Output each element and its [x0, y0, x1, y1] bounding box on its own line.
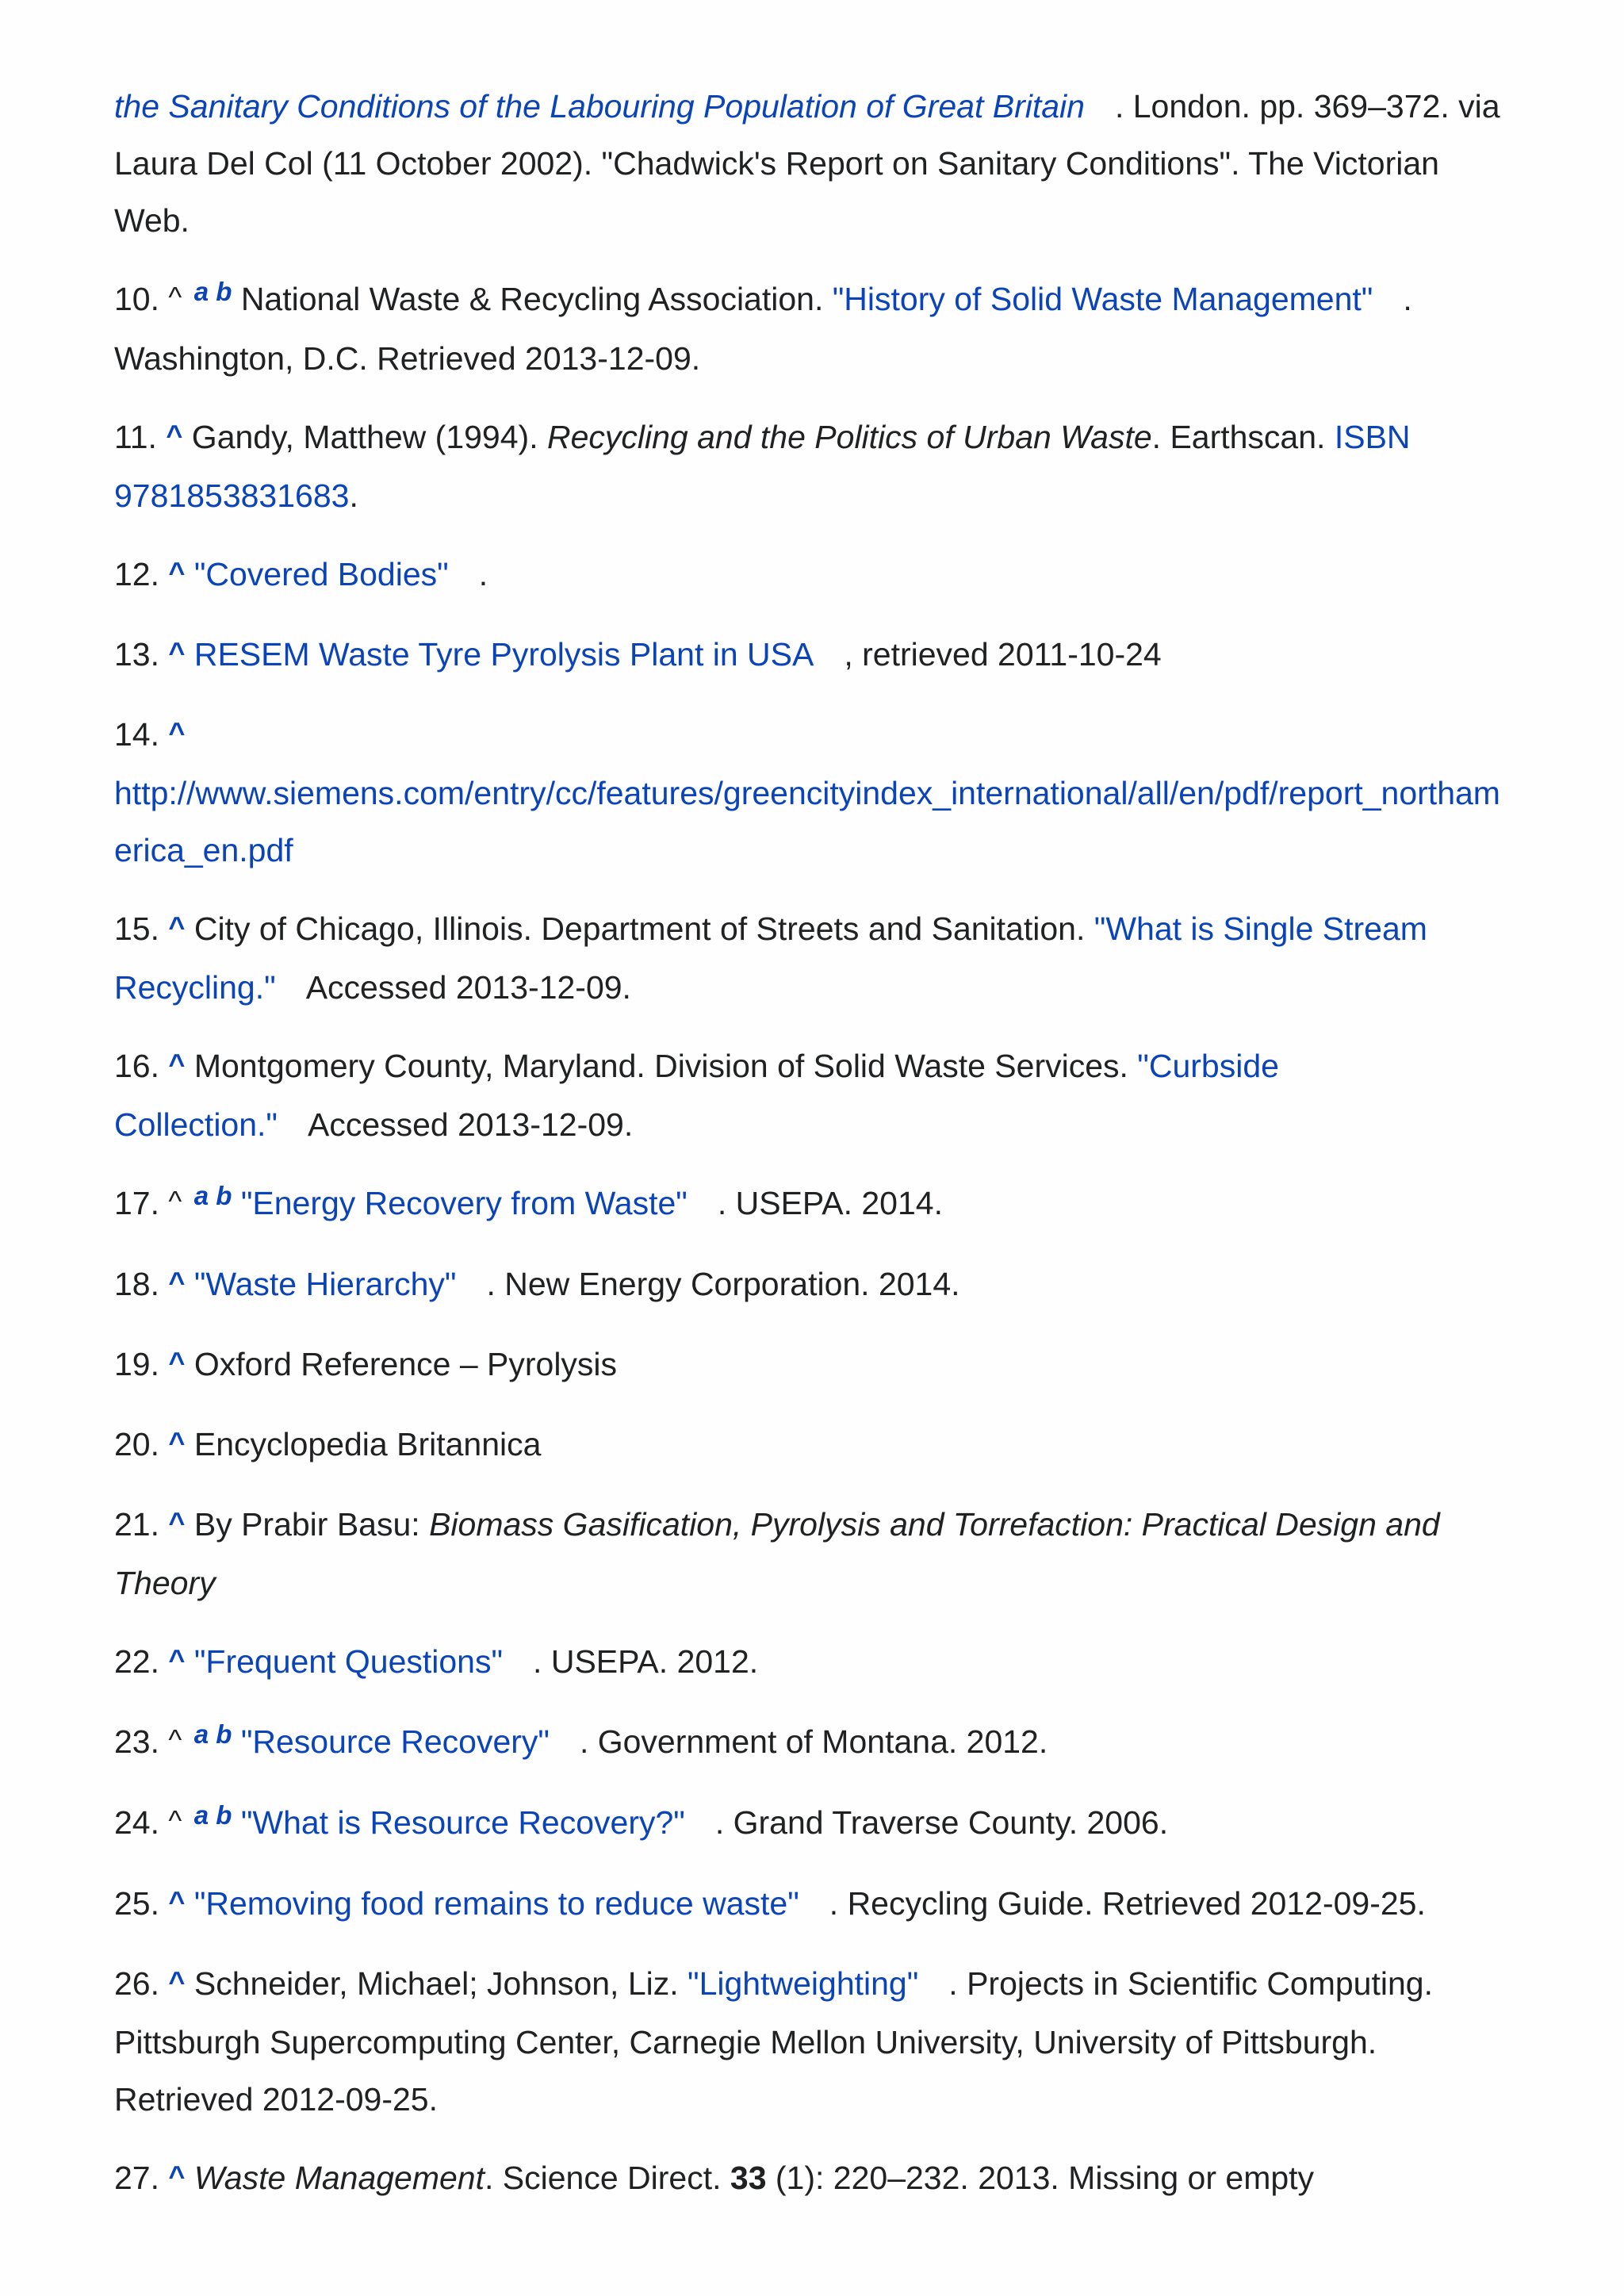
reference-number: 25. — [114, 1885, 159, 1922]
reference-item — [114, 2149, 1518, 2208]
reference-item — [114, 78, 1518, 249]
reference-link[interactable]: RESEM Waste Tyre Pyrolysis Plant in USA — [193, 636, 814, 673]
backlink-caret-icon: ^ — [168, 1723, 182, 1756]
reference-item — [114, 626, 1518, 684]
reference-text: 33 — [730, 2160, 767, 2196]
backlink-caret-icon[interactable]: ^ — [168, 1266, 186, 1298]
backlink-letters[interactable]: a b — [193, 1181, 232, 1210]
backlink-caret-icon[interactable]: ^ — [168, 1643, 186, 1676]
reference-text: Recycling and the Politics of Urban Waste — [546, 419, 1152, 455]
backlink-caret-icon[interactable]: ^ — [168, 2160, 186, 2192]
reference-item — [114, 706, 1518, 879]
backlink-caret-icon[interactable]: ^ — [168, 1965, 186, 1998]
reference-text: Gandy, Matthew (1994). — [191, 419, 547, 455]
reference-text: Accessed 2013-12-09. — [305, 969, 631, 1006]
reference-text: Schneider, Michael; Johnson, Liz. — [193, 1965, 688, 2002]
reference-text: . — [349, 477, 358, 514]
backlink-letters[interactable]: a b — [193, 277, 232, 306]
reference-link[interactable]: "Curbside Collection." — [114, 1048, 1279, 1143]
reference-text: By Prabir Basu: — [193, 1506, 430, 1543]
reference-item — [114, 1416, 1518, 1474]
reference-link[interactable]: "History of Solid Waste Management" — [832, 281, 1373, 317]
reference-text: Encyclopedia Britannica — [193, 1426, 542, 1462]
reference-text: . USEPA. 2014. — [717, 1185, 943, 1221]
reference-text: . Science Direct. — [485, 2160, 730, 2196]
reference-number: 26. — [114, 1965, 159, 2002]
backlink-caret-icon: ^ — [168, 1804, 182, 1837]
reference-link[interactable]: "Lightweighting" — [688, 1965, 919, 2002]
reference-text: . Grand Traverse County. 2006. — [714, 1804, 1169, 1841]
reference-link[interactable]: "What is Resource Recovery?" — [240, 1804, 685, 1841]
reference-number: 10. — [114, 281, 159, 317]
backlink-caret-icon[interactable]: ^ — [168, 910, 186, 943]
reference-link[interactable]: "Frequent Questions" — [193, 1643, 504, 1680]
backlink-letters[interactable]: a b — [193, 1800, 232, 1830]
reference-item — [114, 1336, 1518, 1394]
backlink-caret-icon[interactable]: ^ — [168, 1885, 186, 1918]
reference-number: 14. — [114, 716, 159, 753]
reference-item — [114, 1255, 1518, 1314]
reference-link[interactable]: http://www.siemens.com/entry/cc/features/greencityindex_international/all/en/pdf/report_northamerica_en.pdf — [114, 775, 1500, 868]
backlink-caret-icon[interactable]: ^ — [168, 636, 186, 669]
backlink-caret-icon[interactable]: ^ — [168, 556, 186, 588]
reference-number: 27. — [114, 2160, 159, 2196]
reference-number: 11. — [114, 419, 157, 455]
reference-text: (1): 220–232. 2013. Missing or empty — [766, 2160, 1315, 2196]
reference-text: National Waste & Recycling Association. — [240, 281, 833, 317]
reference-link[interactable]: ISBN 9781853831683 — [114, 419, 1411, 514]
reference-text: . Recycling Guide. Retrieved 2012-09-25. — [829, 1885, 1426, 1922]
reference-link[interactable]: the Sanitary Conditions of the Labouring Population of Great Britain — [114, 88, 1085, 125]
backlink-caret-icon[interactable]: ^ — [168, 1426, 186, 1458]
reference-item — [114, 900, 1518, 1016]
reference-item — [114, 1955, 1518, 2128]
reference-text: , retrieved 2011-10-24 — [844, 636, 1162, 673]
references-list — [114, 78, 1518, 2229]
reference-text: . New Energy Corporation. 2014. — [486, 1266, 960, 1302]
reference-text: . Earthscan. — [1151, 419, 1335, 455]
reference-text: Oxford Reference – Pyrolysis — [193, 1346, 618, 1382]
reference-text: . — [478, 556, 488, 592]
backlink-caret-icon[interactable]: ^ — [166, 419, 183, 451]
reference-item — [114, 1496, 1518, 1612]
reference-link[interactable]: "Waste Hierarchy" — [193, 1266, 457, 1302]
backlink-letters[interactable]: a b — [193, 1719, 232, 1749]
reference-item — [114, 1175, 1518, 1234]
reference-item — [114, 1794, 1518, 1853]
backlink-caret-icon[interactable]: ^ — [168, 1506, 186, 1539]
reference-text: Montgomery County, Maryland. Division of Solid Waste Services. — [193, 1048, 1138, 1084]
reference-number: 22. — [114, 1643, 159, 1680]
reference-number: 16. — [114, 1048, 159, 1084]
reference-link[interactable]: "Resource Recovery" — [240, 1723, 550, 1760]
reference-link[interactable]: "What is Single Stream Recycling." — [114, 910, 1427, 1006]
reference-number: 24. — [114, 1804, 159, 1841]
reference-number: 20. — [114, 1426, 159, 1462]
reference-text: . Washington, D.C. Retrieved 2013-12-09. — [114, 281, 1412, 377]
reference-number: 21. — [114, 1506, 159, 1543]
reference-text: Accessed 2013-12-09. — [307, 1106, 634, 1143]
reference-link[interactable]: "Removing food remains to reduce waste" — [193, 1885, 799, 1922]
reference-number: 19. — [114, 1346, 159, 1382]
reference-number: 18. — [114, 1266, 159, 1302]
backlink-caret-icon[interactable]: ^ — [168, 1346, 186, 1378]
reference-text: . London. pp. 369–372. via Laura Del Col (11 October 2002). "Chadwick's Report on Sanitary Conditions". The Victorian Web. — [114, 88, 1500, 239]
backlink-caret-icon: ^ — [168, 281, 182, 313]
reference-text: Waste Management — [193, 2160, 485, 2196]
reference-item — [114, 1875, 1518, 1934]
reference-number: 17. — [114, 1185, 159, 1221]
reference-text: Biomass Gasification, Pyrolysis and Torrefaction: Practical Design and Theory — [114, 1506, 1440, 1601]
reference-number: 13. — [114, 636, 159, 673]
reference-number: 23. — [114, 1723, 159, 1760]
reference-number: 15. — [114, 910, 159, 947]
reference-item — [114, 546, 1518, 604]
reference-number: 12. — [114, 556, 159, 592]
reference-item — [114, 408, 1518, 524]
reference-text: . Government of Montana. 2012. — [579, 1723, 1048, 1760]
reference-link[interactable]: "Energy Recovery from Waste" — [240, 1185, 688, 1221]
reference-text: . USEPA. 2012. — [533, 1643, 759, 1680]
backlink-caret-icon: ^ — [168, 1185, 182, 1217]
reference-item — [114, 1713, 1518, 1773]
reference-item — [114, 270, 1518, 387]
reference-item — [114, 1633, 1518, 1692]
reference-text: City of Chicago, Illinois. Department of Streets and Sanitation. — [193, 910, 1094, 947]
reference-text: . Projects in Scientific Computing. Pittsburgh Supercomputing Center, Carnegie Mellon University, University of Pittsburgh. Retrieved 2012-09-25. — [114, 1965, 1433, 2118]
backlink-caret-icon[interactable]: ^ — [168, 1048, 186, 1080]
backlink-caret-icon[interactable]: ^ — [168, 716, 186, 749]
reference-item — [114, 1037, 1518, 1153]
reference-link[interactable]: "Covered Bodies" — [193, 556, 449, 592]
